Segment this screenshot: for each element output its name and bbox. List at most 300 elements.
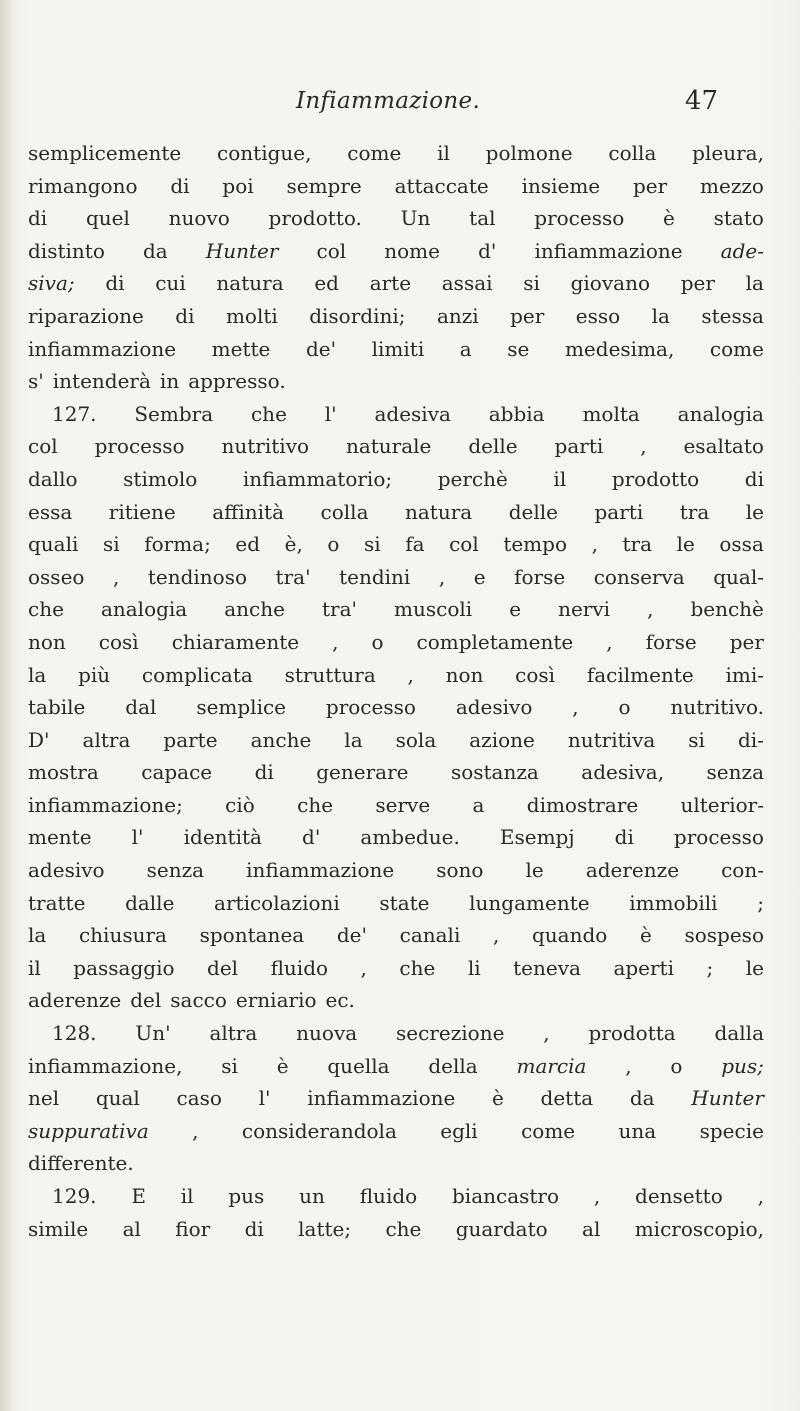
word: da: [629, 1086, 655, 1111]
word: al: [582, 1216, 601, 1241]
word: tendinoso: [147, 564, 248, 589]
word: si: [102, 532, 120, 557]
word: l': [258, 1086, 271, 1111]
word: facilmente: [586, 662, 694, 687]
text-line: [28, 1147, 764, 1180]
word: in: [159, 369, 180, 394]
word: la: [651, 303, 670, 328]
word: o: [371, 629, 384, 654]
word: lungamente: [469, 890, 590, 915]
word: adesiva,: [581, 760, 665, 785]
word: riparazione: [28, 303, 144, 328]
word: mette: [211, 336, 271, 361]
text-line: [28, 496, 764, 529]
text-line: [28, 235, 764, 268]
word: imi-: [725, 662, 764, 687]
word: sola: [395, 727, 437, 752]
word: della: [428, 1053, 478, 1078]
word: analogia: [677, 401, 764, 426]
word: dal: [125, 695, 157, 720]
word: forma;: [144, 532, 211, 557]
word: dimostrare: [526, 792, 639, 817]
word: state: [379, 890, 430, 915]
word: completamente: [416, 629, 574, 654]
word: disordini;: [309, 303, 406, 328]
word: fluido: [359, 1184, 418, 1208]
word: aperti: [613, 955, 674, 980]
text-line: [28, 267, 764, 300]
word: contigue,: [217, 141, 312, 165]
word: spontanea: [199, 923, 305, 948]
word: fluido: [270, 955, 329, 980]
word: un: [299, 1184, 325, 1208]
word: semplicemente: [28, 141, 182, 165]
text-line: [28, 333, 764, 366]
word: quella: [327, 1053, 390, 1078]
word: infiammazione,: [28, 1053, 183, 1078]
word: tempo: [503, 532, 567, 557]
text-line: [28, 300, 764, 333]
text-line: [28, 984, 764, 1017]
word: anche: [250, 727, 312, 752]
word: così: [98, 629, 139, 654]
word: 127.: [52, 401, 97, 426]
word: struttura: [284, 662, 376, 687]
text-line: [28, 430, 764, 463]
word: che: [250, 401, 287, 426]
word: prodotto.: [268, 206, 362, 231]
word: infiammazione: [534, 238, 683, 263]
word: tabile: [28, 695, 86, 720]
word: l': [324, 401, 337, 426]
word: ec.: [325, 988, 355, 1013]
word: semplice: [196, 695, 287, 720]
word: ,: [407, 662, 414, 687]
word: passaggio: [73, 955, 175, 980]
word: che: [385, 1216, 422, 1241]
word: a: [459, 336, 472, 361]
word: caso: [176, 1086, 222, 1111]
word: colla: [320, 499, 369, 524]
word: parti: [594, 499, 644, 524]
word: forse: [645, 629, 697, 654]
word: pus;: [721, 1053, 764, 1078]
word: parti: [554, 434, 604, 459]
word: di: [744, 466, 764, 491]
word: tratte: [28, 890, 86, 915]
word: ,: [493, 923, 500, 948]
word: generare: [316, 760, 409, 785]
word: il: [437, 141, 450, 165]
text-line: [28, 170, 764, 203]
word: è,: [284, 532, 303, 557]
word: sacco: [170, 988, 227, 1013]
word: infiammazione: [28, 336, 177, 361]
text-line: [28, 528, 764, 561]
word: senza: [146, 858, 205, 883]
word: affinità: [212, 499, 285, 524]
word: ed: [314, 271, 339, 296]
word: il: [28, 955, 41, 980]
word: sono: [436, 858, 484, 883]
word: appresso.: [188, 369, 286, 394]
word: si: [523, 271, 540, 296]
text-line: [28, 365, 764, 398]
word: tra: [679, 499, 710, 524]
word: Un: [400, 206, 431, 231]
word: non: [28, 629, 66, 654]
word: la: [28, 923, 47, 948]
text-line: [28, 724, 764, 757]
word: considerandola: [241, 1118, 397, 1143]
word: le: [745, 955, 764, 980]
word: sospeso: [684, 923, 764, 948]
word: di: [244, 1216, 264, 1241]
word: delle: [468, 434, 518, 459]
word: di: [28, 206, 48, 231]
word: di: [170, 173, 190, 198]
word: sostanza: [450, 760, 539, 785]
word: infiammazione: [307, 1086, 456, 1111]
word: attaccate: [394, 173, 489, 198]
word: medesima,: [564, 336, 675, 361]
word: ritiene: [108, 499, 176, 524]
word: conserva: [593, 564, 685, 589]
word: molti: [225, 303, 278, 328]
word: processo: [325, 695, 416, 720]
word: altra: [209, 1021, 258, 1046]
word: adesiva: [374, 401, 451, 426]
word: de': [305, 336, 337, 361]
word: con-: [721, 858, 764, 883]
word: ,: [332, 629, 339, 654]
word: come: [521, 1118, 576, 1143]
text-line: [28, 1082, 764, 1115]
word: ,: [591, 532, 598, 557]
word: una: [618, 1118, 657, 1143]
word: Sembra: [134, 401, 214, 426]
word: li: [467, 955, 481, 980]
word: ,: [360, 955, 367, 980]
word: per: [510, 303, 545, 328]
word: è: [639, 923, 652, 948]
word: o: [670, 1053, 683, 1078]
word: guardato: [455, 1216, 548, 1241]
word: differente.: [28, 1151, 134, 1176]
word: del: [130, 988, 162, 1013]
word: chiusura: [78, 923, 167, 948]
word: cui: [155, 271, 186, 296]
word: le: [676, 532, 695, 557]
word: senza: [706, 760, 764, 785]
word: nervi: [558, 597, 611, 622]
word: col: [316, 238, 347, 263]
word: che: [28, 597, 64, 622]
word: sempre: [286, 173, 362, 198]
word: polmone: [485, 141, 573, 165]
word: forse: [514, 564, 566, 589]
word: ed: [235, 532, 261, 557]
word: benchè: [690, 597, 764, 622]
word: nome: [384, 238, 440, 263]
word: le: [745, 499, 764, 524]
word: Un': [135, 1021, 171, 1046]
word: le: [525, 858, 544, 883]
word: natura: [405, 499, 473, 524]
word: adesivo: [455, 695, 533, 720]
word: limiti: [371, 336, 425, 361]
word: chiaramente: [171, 629, 300, 654]
word: il: [180, 1184, 194, 1208]
word: serve: [375, 792, 431, 817]
word: prodotta: [588, 1021, 676, 1046]
word: 128.: [52, 1021, 97, 1046]
word: essa: [28, 499, 73, 524]
word: Hunter: [691, 1086, 764, 1111]
word: ade-: [720, 238, 764, 263]
word: si: [363, 532, 381, 557]
word: articolazioni: [214, 890, 340, 915]
word: da: [142, 238, 168, 263]
word: densetto: [635, 1184, 723, 1208]
word: tra: [622, 532, 653, 557]
word: ,: [625, 1053, 632, 1078]
word: nutritivo: [221, 434, 310, 459]
word: qual: [95, 1086, 140, 1111]
word: nutritivo.: [670, 695, 764, 720]
word: nuovo: [168, 206, 230, 231]
word: erniario: [235, 988, 317, 1013]
word: poi: [222, 173, 254, 198]
word: mezzo: [700, 173, 764, 198]
word: che: [297, 792, 334, 817]
word: tal: [469, 206, 496, 231]
word: analogia: [100, 597, 188, 622]
text-line: [28, 952, 764, 985]
text-line: [28, 691, 764, 724]
word: è: [276, 1053, 289, 1078]
word: così: [515, 662, 556, 687]
word: assai: [441, 271, 493, 296]
text-line: [28, 202, 764, 235]
word: quali: [28, 532, 79, 557]
word: de': [336, 923, 367, 948]
word: di: [105, 271, 125, 296]
word: dallo: [28, 466, 78, 491]
word: come: [709, 336, 764, 361]
word: ossa: [719, 532, 764, 557]
word: non: [445, 662, 484, 687]
word: ,: [593, 1184, 601, 1208]
word: è: [492, 1086, 504, 1111]
word: tra': [275, 564, 311, 589]
word: E: [131, 1184, 146, 1208]
text-line: [28, 659, 764, 692]
word: stimolo: [123, 466, 198, 491]
word: secrezione: [396, 1021, 505, 1046]
word: aderenze: [28, 988, 122, 1013]
word: del: [207, 955, 239, 980]
word: processo: [673, 825, 764, 850]
word: processo: [94, 434, 185, 459]
word: fior: [175, 1216, 211, 1241]
word: immobili: [629, 890, 718, 915]
word: o: [327, 532, 340, 557]
word: ;: [706, 955, 714, 980]
word: ,: [572, 695, 579, 720]
word: la: [745, 271, 764, 296]
word: naturale: [345, 434, 432, 459]
word: dalla: [714, 1021, 764, 1046]
word: infiammazione: [246, 858, 395, 883]
word: delle: [508, 499, 558, 524]
word: l': [131, 825, 144, 850]
word: e: [473, 564, 486, 589]
word: d': [302, 825, 321, 850]
word: marcia: [516, 1053, 587, 1078]
word: natura: [216, 271, 284, 296]
word: di: [614, 825, 634, 850]
word: la: [28, 662, 47, 687]
text-line: [28, 756, 764, 789]
word: se: [507, 336, 530, 361]
word: teneva: [513, 955, 581, 980]
word: nutritiva: [567, 727, 656, 752]
word: col: [28, 434, 58, 459]
word: egli: [440, 1118, 478, 1143]
word: pus: [228, 1184, 265, 1208]
word: latte;: [298, 1216, 352, 1241]
word: parte: [163, 727, 218, 752]
word: a: [472, 792, 485, 817]
word: che: [399, 955, 436, 980]
word: D': [28, 727, 50, 752]
word: qual-: [713, 564, 764, 589]
word: azione: [469, 727, 535, 752]
word: ciò: [225, 792, 255, 817]
word: Hunter: [205, 238, 279, 263]
word: ulterior-: [680, 792, 764, 817]
text-line: [28, 789, 764, 822]
text-line: [28, 1050, 764, 1083]
word: intenderà: [52, 369, 151, 394]
text-line: [28, 1017, 764, 1050]
word: ,: [543, 1021, 550, 1046]
text-line: [28, 887, 764, 920]
word: abbia: [488, 401, 545, 426]
word: arte: [369, 271, 412, 296]
word: canali: [399, 923, 461, 948]
word: o: [618, 695, 631, 720]
word: il: [553, 466, 567, 491]
word: suppurativa: [28, 1118, 149, 1143]
word: tendini: [339, 564, 411, 589]
word: quando: [532, 923, 608, 948]
word: si: [221, 1053, 238, 1078]
word: altra: [82, 727, 131, 752]
word: come: [347, 141, 402, 165]
word: esso: [575, 303, 621, 328]
word: nel: [28, 1086, 60, 1111]
word: ,: [757, 1184, 764, 1208]
word: complicata: [141, 662, 253, 687]
text-line: [28, 398, 764, 431]
word: pleura,: [692, 141, 764, 165]
word: di-: [737, 727, 764, 752]
word: infiammatorio;: [242, 466, 393, 491]
word: ,: [112, 564, 120, 589]
word: ,: [192, 1118, 199, 1143]
word: colla: [608, 141, 657, 165]
word: dalle: [125, 890, 175, 915]
word: prodotto: [611, 466, 700, 491]
word: giovano: [570, 271, 650, 296]
word: simile: [28, 1216, 89, 1241]
word: Esempj: [499, 825, 575, 850]
word: stessa: [701, 303, 764, 328]
word: per: [729, 629, 764, 654]
word: 129.: [52, 1184, 97, 1208]
text-line: [28, 854, 764, 887]
word: e: [509, 597, 522, 622]
page-header: [40, 88, 770, 128]
word: microscopio,: [634, 1216, 764, 1241]
word: processo: [534, 206, 625, 231]
word: infiammazione;: [28, 792, 183, 817]
word: ,: [606, 629, 613, 654]
word: ,: [647, 597, 654, 622]
word: anzi: [436, 303, 479, 328]
word: al: [122, 1216, 141, 1241]
text-line: [28, 561, 764, 594]
word: d': [478, 238, 497, 263]
word: per: [632, 173, 668, 198]
word: la: [344, 727, 363, 752]
word: ,: [640, 434, 647, 459]
text-line: [28, 137, 764, 170]
word: biancastro: [452, 1184, 560, 1208]
word: quel: [85, 206, 130, 231]
word: specie: [699, 1118, 764, 1143]
word: anche: [224, 597, 285, 622]
word: distinto: [28, 238, 105, 263]
word: aderenze: [585, 858, 680, 883]
word: di: [254, 760, 274, 785]
word: ambedue.: [360, 825, 460, 850]
word: esaltato: [683, 434, 764, 459]
text-line: [28, 463, 764, 496]
page-number: 47: [684, 86, 718, 116]
word: siva;: [28, 271, 75, 296]
word: mostra: [28, 760, 99, 785]
binding-shadow: [0, 0, 14, 1411]
word: ;: [757, 890, 764, 915]
word: mente: [28, 825, 92, 850]
text-line: [28, 1180, 764, 1213]
word: più: [78, 662, 111, 687]
word: detta: [540, 1086, 594, 1111]
text-line: [28, 919, 764, 952]
text-line: [28, 626, 764, 659]
word: adesivo: [28, 858, 105, 883]
word: molta: [582, 401, 640, 426]
running-title: Infiammazione.: [296, 88, 481, 114]
word: insieme: [521, 173, 601, 198]
word: tra': [322, 597, 358, 622]
text-line: [28, 821, 764, 854]
word: rimangono: [28, 173, 138, 198]
word: stato: [713, 206, 764, 231]
